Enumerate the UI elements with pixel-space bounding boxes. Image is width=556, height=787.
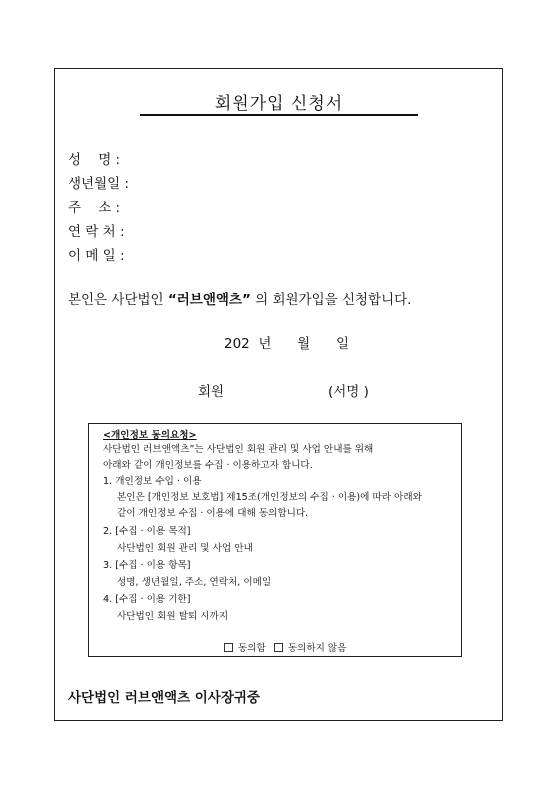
- date-day: 일: [335, 336, 349, 352]
- consent-line: 1. 개인정보 수입 · 이용: [103, 476, 202, 487]
- birth-field-label: 생년월일 :: [68, 176, 130, 192]
- consent-line: 같이 개인정보 수집 · 이용에 대해 동의합니다.: [117, 508, 309, 519]
- signature-label: (서명 ): [328, 384, 369, 400]
- statement-before: 본인은 사단법인: [68, 292, 168, 308]
- org-name: “러브앤액츠”: [167, 292, 251, 308]
- form-title: 회원가입 신청서: [214, 94, 344, 114]
- agree-label: 동의함: [238, 643, 266, 654]
- consent-line: 2. [수집 · 이용 목적]: [103, 526, 191, 537]
- agree-checkbox[interactable]: [224, 643, 233, 652]
- consent-line: 사단법인 회원 관리 및 사업 안내: [117, 543, 253, 554]
- consent-line: 본인은 [개인정보 보호법] 제15조(개인정보의 수집 · 이용)에 따라 아래와: [117, 492, 422, 503]
- consent-line: 성명, 생년월일, 주소, 연락처, 이메일: [117, 577, 272, 588]
- application-statement: [68, 288, 411, 308]
- consent-choices: [224, 640, 346, 654]
- contact-field-label: 연 락 처 :: [68, 224, 125, 240]
- consent-line: 사단법인 러브앤액츠”는 사단법인 회원 관리 및 사업 안내를 위해: [103, 444, 374, 455]
- date-month: 월: [297, 336, 311, 352]
- disagree-label: 동의하지 않음: [287, 643, 347, 654]
- name-field-label: 성 명 :: [68, 152, 121, 168]
- consent-line: 사단법인 회원 탈퇴 시까지: [117, 611, 229, 622]
- title-underline: [140, 114, 418, 116]
- address-field-label: 주 소 :: [68, 200, 121, 216]
- consent-line: 아래와 같이 개인정보를 수집 · 이용하고자 합니다.: [103, 460, 313, 471]
- recipient-footer: 사단법인 러브앤액츠 이사장귀중: [68, 690, 260, 706]
- date-year: 202 년: [224, 336, 272, 352]
- consent-heading: <개인정보 동의요청>: [103, 430, 197, 441]
- statement-after: 의 회원가입을 신청합니다.: [250, 292, 412, 308]
- disagree-checkbox[interactable]: [274, 643, 283, 652]
- consent-line: 3. [수집 · 이용 항목]: [103, 560, 191, 571]
- date-line: [224, 332, 349, 352]
- member-label: 회원: [198, 384, 225, 400]
- email-field-label: 이 메 일 :: [68, 248, 125, 264]
- consent-line: 4. [수집 · 이용 기한]: [103, 594, 191, 605]
